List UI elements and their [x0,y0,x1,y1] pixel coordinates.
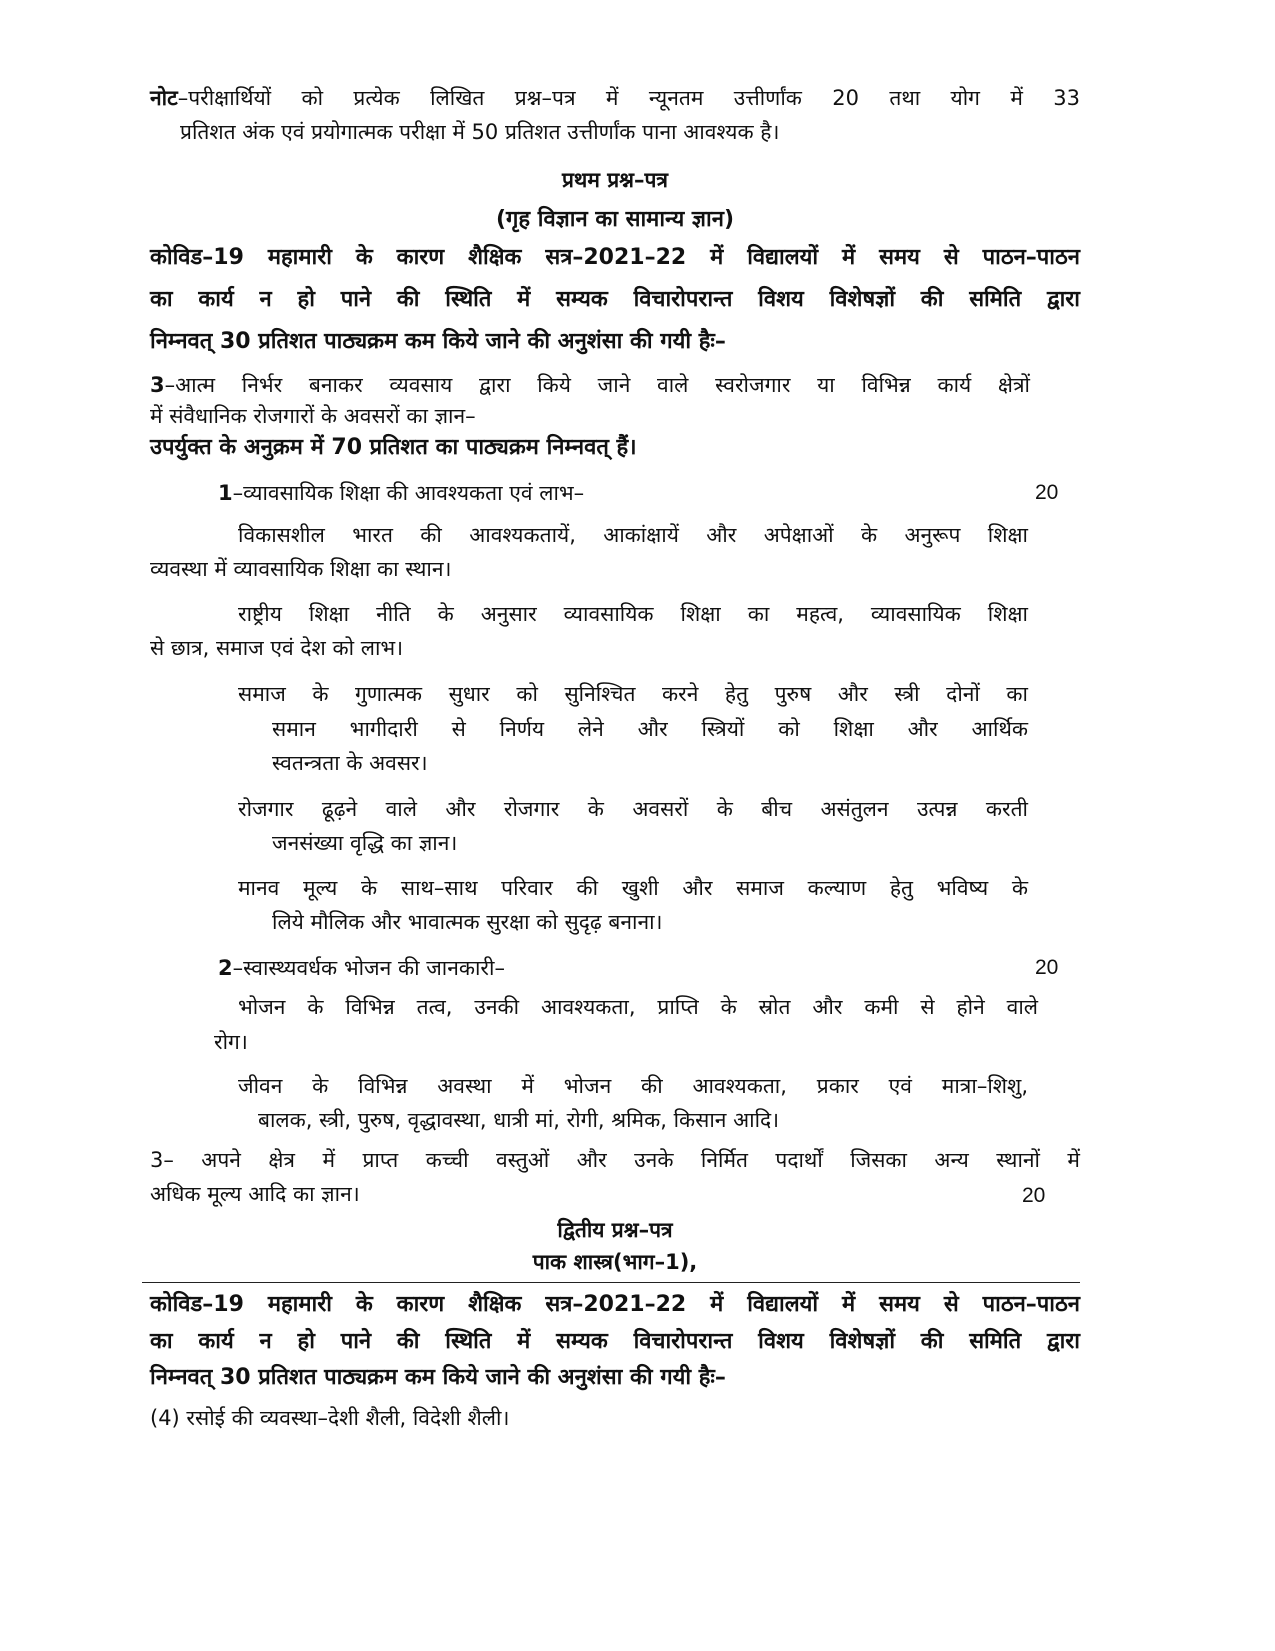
paper2-covid-line-1: कोविड–19 महामारी के कारण शैक्षिक सत्र–2021–22 में विद्यालयों में समय से पाठन–पाठन [150,1292,1080,1317]
unit2-p2-line-2: बालक, स्त्री, पुरुष, वृद्धावस्था, धात्री मां, रोगी, श्रमिक, किसान आदि। [258,1108,780,1132]
unit1-p3-line-1: समाज के गुणात्मक सुधार को सुनिश्चित करने हेतु पुरुष और स्त्री दोनों का [238,682,1028,706]
paper2-heading: द्वितीय प्रश्न–पत्र [557,1218,673,1242]
section-divider [142,1282,1080,1283]
paper2-item-4: (4) रसोई की व्यवस्था–देशी शैली, विदेशी शैली। [150,1406,510,1430]
note-line-2: प्रतिशत अंक एवं प्रयोगात्मक परीक्षा में 50 प्रतिशत उत्तीर्णांक पाना आवश्यक है। [180,120,780,144]
syllabus-70-heading: उपर्युक्त के अनुक्रम में 70 प्रतिशत का पाठ्यक्रम निम्नवत् हैं। [150,435,637,460]
note-line-1 [150,82,1080,114]
reduced-item-text: –आत्म निर्भर बनाकर व्यवसाय द्वारा किये जाने वाले स्वरोजगार या विभिन्न कार्य क्षेत्रों [164,373,1030,397]
unit1-p4-line-1: रोजगार ढूढ़ने वाले और रोजगार के अवसरों के बीच असंतुलन उत्पन्न करती [238,797,1028,821]
unit1-p5-line-2: लिये मौलिक और भावात्मक सुरक्षा को सुदृढ़ बनाना। [272,910,663,934]
unit1-p4-line-2: जनसंख्या वृद्धि का ज्ञान। [272,831,458,855]
unit1-marks: 20 [1035,481,1059,504]
paper1-heading: प्रथम प्रश्न–पत्र [561,168,669,192]
reduced-item-number: 3 [150,373,165,397]
note-label: नोट [150,86,178,110]
unit2-marks: 20 [1035,956,1059,979]
unit2-p1-line-2: रोग। [214,1030,248,1054]
reduced-item-line-2: में संवैधानिक रोजगारों के अवसरों का ज्ञान– [150,404,476,428]
unit2-title-text: –स्वास्थ्यवर्धक भोजन की जानकारी– [232,956,505,980]
paper1-subheading: (गृह विज्ञान का सामान्य ज्ञान) [495,207,735,232]
unit2-number: 2 [218,956,233,980]
note-text-1: –परीक्षार्थियों को प्रत्येक लिखित प्रश्न–पत्र में न्यूनतम उत्तीर्णांक 20 तथा योग में 33 [177,86,1080,110]
paper2-subheading: पाक शास्त्र(भाग–1), [532,1250,698,1274]
unit2-p2-line-1: जीवन के विभिन्न अवस्था में भोजन की आवश्यकता, प्रकार एवं मात्रा–शिशु, [238,1074,1028,1098]
unit1-title-text: –व्यावसायिक शिक्षा की आवश्यकता एवं लाभ– [232,481,585,505]
unit3-marks: 20 [1022,1184,1046,1207]
unit1-p3-line-2: समान भागीदारी से निर्णय लेने और स्त्रियों को शिक्षा और आर्थिक [272,717,1028,741]
unit2-title [218,952,998,984]
unit2-p1-line-1: भोजन के विभिन्न तत्व, उनकी आवश्यकता, प्राप्ति के स्रोत और कमी से होने वाले [238,995,1038,1019]
unit3-line-1: 3– अपने क्षेत्र में प्राप्त कच्ची वस्तुओं और उनके निर्मित पदार्थों जिसका अन्य स्थानों में [150,1148,1080,1172]
unit1-p5-line-1: मानव मूल्य के साथ–साथ परिवार की खुशी और समाज कल्याण हेतु भविष्य के [238,876,1028,900]
unit1-p1-line-1: विकासशील भारत की आवश्यकतायें, आकांक्षायें और अपेक्षाओं के अनुरूप शिक्षा [238,523,1028,547]
paper1-covid-line-1: कोविड–19 महामारी के कारण शैक्षिक सत्र–2021–22 में विद्यालयों में समय से पाठन–पाठन [150,245,1080,270]
unit1-p2-line-1: राष्ट्रीय शिक्षा नीति के अनुसार व्यावसायिक शिक्षा का महत्व, व्यावसायिक शिक्षा [238,602,1028,626]
paper1-covid-line-3: निम्नवत् 30 प्रतिशत पाठ्यक्रम कम किये जाने की अनुशंसा की गयी हैः– [150,329,726,354]
unit1-p1-line-2: व्यवस्था में व्यावसायिक शिक्षा का स्थान। [150,557,452,581]
reduced-item-line-1 [150,369,1030,401]
unit1-number: 1 [218,481,233,505]
paper2-covid-line-3: निम्नवत् 30 प्रतिशत पाठ्यक्रम कम किये जाने की अनुशंसा की गयी हैः– [150,1365,726,1390]
paper2-covid-line-2: का कार्य न हो पाने की स्थिति में सम्यक विचारोपरान्त विशय विशेषज्ञों की समिति द्वारा [150,1329,1080,1354]
unit1-p3-line-3: स्वतन्त्रता के अवसर। [272,751,428,775]
unit1-title [218,477,998,509]
paper1-covid-line-2: का कार्य न हो पाने की स्थिति में सम्यक विचारोपरान्त विशय विशेषज्ञों की समिति द्वारा [150,287,1080,312]
unit1-p2-line-2: से छात्र, समाज एवं देश को लाभ। [150,636,404,660]
unit3-line-2: अधिक मूल्य आदि का ज्ञान। [150,1182,360,1206]
